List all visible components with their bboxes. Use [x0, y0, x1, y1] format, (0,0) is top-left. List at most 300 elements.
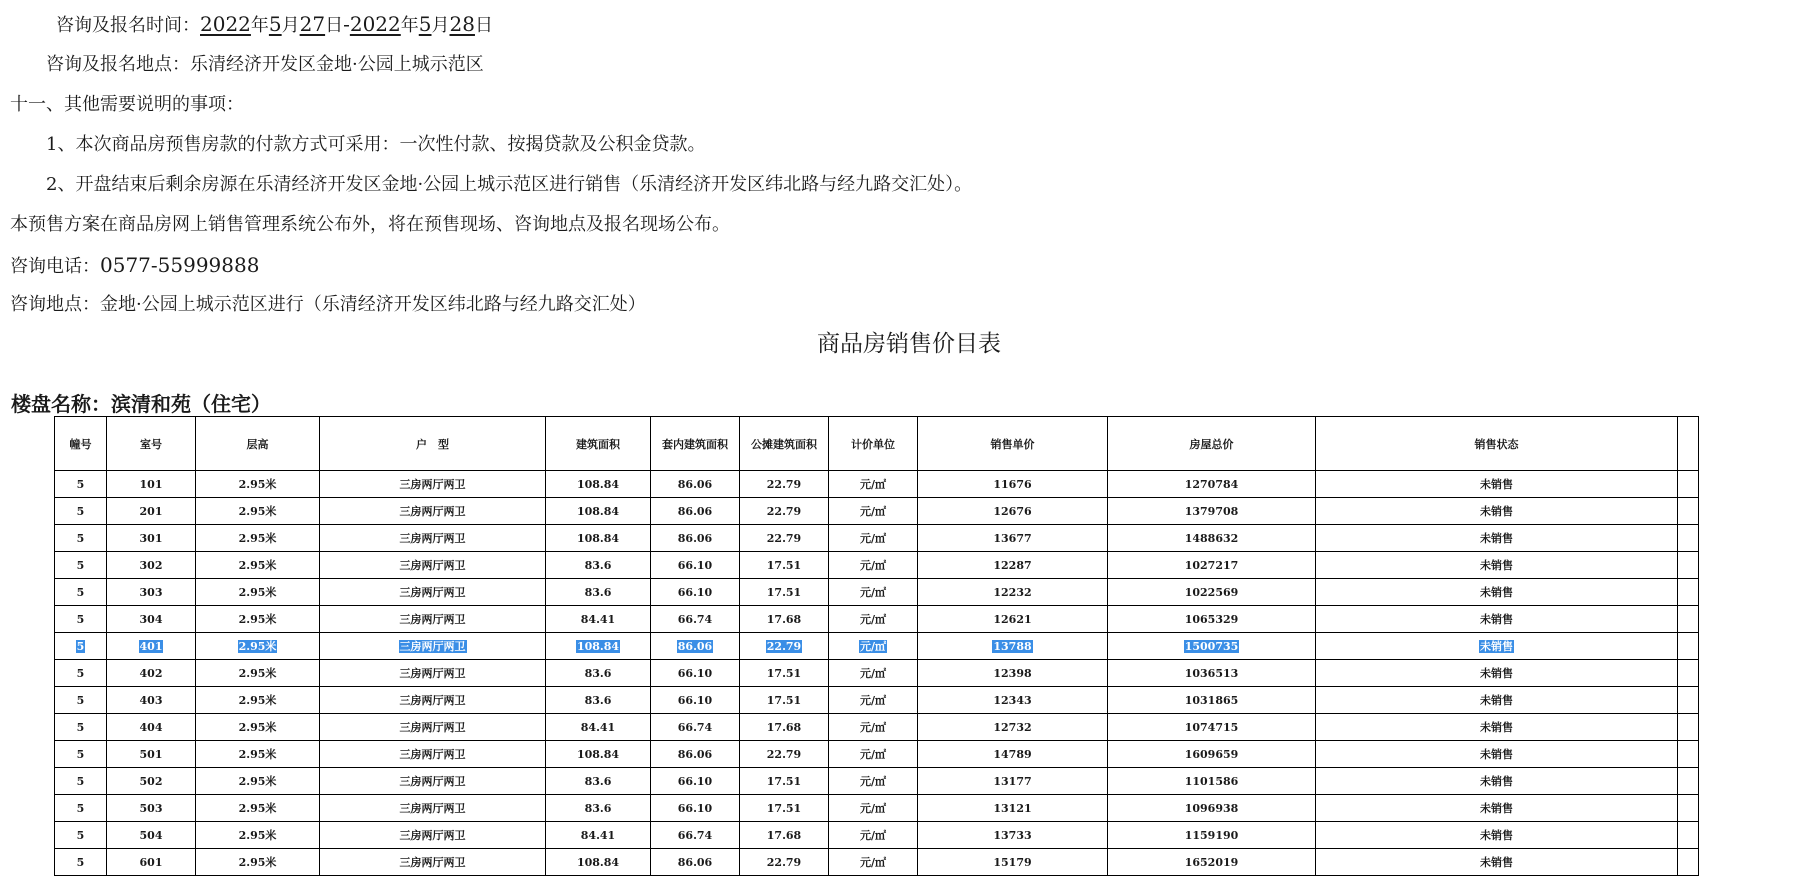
cell-text: 86.06: [677, 504, 713, 518]
cell-total-price: [1108, 579, 1316, 606]
consult-location-line: 咨询及报名地点：乐清经济开发区金地·公园上城示范区: [46, 54, 484, 75]
cell-text: 元/㎡: [859, 586, 887, 599]
cell-building-no: [55, 579, 107, 606]
cell-unit-price: [918, 525, 1108, 552]
cell-shared-area: [740, 606, 829, 633]
cell-text: 三房两厅两卫: [399, 640, 466, 653]
cell-room-no: [107, 606, 196, 633]
cell-price-unit: [829, 579, 918, 606]
table-row[interactable]: [55, 579, 1699, 606]
cell-price-unit: [829, 660, 918, 687]
unit-year: 年: [250, 15, 269, 36]
cell-text: 301: [139, 531, 163, 545]
cell-total-price: [1108, 822, 1316, 849]
cell-text: 5: [76, 585, 85, 599]
cell-text: 元/㎡: [859, 775, 887, 788]
cell-text: 元/㎡: [859, 748, 887, 761]
unit-month: 月: [431, 15, 450, 36]
cell-inner-area: [651, 714, 740, 741]
cell-text: 108.84: [576, 531, 620, 545]
cell-text: 未销售: [1480, 478, 1513, 491]
table-row[interactable]: [55, 714, 1699, 741]
cell-shared-area: [740, 525, 829, 552]
cell-sale-status: [1316, 498, 1678, 525]
cell-unit-price: [918, 633, 1108, 660]
cell-text: 1031865: [1184, 693, 1239, 707]
cell-unit-type: [320, 714, 546, 741]
cell-gross-area: [546, 714, 651, 741]
cell-extra: [1678, 552, 1699, 579]
remaining-sales-item: 2、开盘结束后剩余房源在乐清经济开发区金地·公园上城示范区进行销售（乐清经济开发区纬北路与经九路交汇处）。: [46, 174, 973, 195]
cell-total-price: [1108, 498, 1316, 525]
cell-text: 22.79: [766, 855, 802, 869]
cell-text: 5: [76, 612, 85, 626]
cell-text: 108.84: [576, 477, 620, 491]
cell-unit-price: [918, 606, 1108, 633]
cell-room-no: [107, 795, 196, 822]
cell-gross-area: [546, 768, 651, 795]
cell-text: 5: [76, 666, 85, 680]
cell-text: 1074715: [1184, 720, 1239, 734]
cell-floor-height: [196, 741, 320, 768]
cell-building-no: [55, 471, 107, 498]
cell-text: 未销售: [1480, 775, 1513, 788]
cell-text: 17.51: [766, 585, 802, 599]
cell-shared-area: [740, 768, 829, 795]
cell-extra: [1678, 525, 1699, 552]
cell-shared-area: [740, 552, 829, 579]
cell-room-no: [107, 714, 196, 741]
cell-price-unit: [829, 552, 918, 579]
cell-inner-area: [651, 525, 740, 552]
cell-text: 108.84: [576, 639, 620, 653]
cell-text: 元/㎡: [859, 721, 887, 734]
cell-sale-status: [1316, 552, 1678, 579]
cell-room-no: [107, 471, 196, 498]
cell-room-no: [107, 579, 196, 606]
table-row[interactable]: [55, 822, 1699, 849]
table-row[interactable]: [55, 795, 1699, 822]
cell-text: 2.95米: [238, 721, 277, 734]
cell-building-no: [55, 822, 107, 849]
header-floor-height: 层高: [196, 417, 320, 471]
cell-text: 未销售: [1480, 559, 1513, 572]
cell-price-unit: [829, 741, 918, 768]
cell-shared-area: [740, 687, 829, 714]
cell-gross-area: [546, 633, 651, 660]
table-row[interactable]: [55, 741, 1699, 768]
cell-room-no: [107, 498, 196, 525]
cell-floor-height: [196, 552, 320, 579]
cell-text: 86.06: [677, 477, 713, 491]
cell-gross-area: [546, 471, 651, 498]
cell-text: 三房两厅两卫: [399, 694, 466, 707]
cell-text: 12287: [993, 558, 1032, 572]
cell-text: 2.95米: [238, 856, 277, 869]
cell-total-price: [1108, 633, 1316, 660]
cell-text: 未销售: [1480, 748, 1513, 761]
cell-text: 502: [139, 774, 163, 788]
table-title: 商品房销售价目表: [817, 331, 1001, 357]
cell-room-no: [107, 741, 196, 768]
cell-text: 201: [139, 504, 163, 518]
cell-text: 17.68: [766, 828, 802, 842]
cell-text: 未销售: [1480, 532, 1513, 545]
table-row[interactable]: [55, 471, 1699, 498]
cell-text: 三房两厅两卫: [399, 721, 466, 734]
cell-text: 5: [76, 720, 85, 734]
cell-price-unit: [829, 633, 918, 660]
cell-text: 66.10: [677, 585, 713, 599]
cell-text: 2.95米: [238, 802, 277, 815]
cell-text: 三房两厅两卫: [399, 532, 466, 545]
publish-notice-line: 本预售方案在商品房网上销售管理系统公布外，将在预售现场、咨询地点及报名现场公布。: [10, 214, 730, 235]
cell-text: 108.84: [576, 747, 620, 761]
cell-text: 三房两厅两卫: [399, 802, 466, 815]
cell-unit-type: [320, 579, 546, 606]
cell-unit-type: [320, 633, 546, 660]
cell-floor-height: [196, 579, 320, 606]
cell-floor-height: [196, 633, 320, 660]
table-row[interactable]: [55, 525, 1699, 552]
cell-extra: [1678, 660, 1699, 687]
cell-floor-height: [196, 660, 320, 687]
header-gross-area: 建筑面积: [546, 417, 651, 471]
cell-text: 2.95米: [238, 748, 277, 761]
cell-text: 未销售: [1480, 694, 1513, 707]
cell-text: 86.06: [677, 747, 713, 761]
cell-text: 17.68: [766, 720, 802, 734]
cell-shared-area: [740, 822, 829, 849]
cell-text: 三房两厅两卫: [399, 478, 466, 491]
cell-text: 83.6: [584, 774, 612, 788]
cell-text: 2.95米: [238, 505, 277, 518]
cell-gross-area: [546, 660, 651, 687]
cell-text: 1065329: [1184, 612, 1239, 626]
cell-shared-area: [740, 849, 829, 876]
cell-text: 12343: [993, 693, 1032, 707]
table-body: [55, 471, 1699, 876]
table-row[interactable]: [55, 687, 1699, 714]
cell-unit-type: [320, 795, 546, 822]
cell-building-no: [55, 741, 107, 768]
table-row[interactable]: [55, 768, 1699, 795]
cell-text: 2.95米: [238, 640, 277, 653]
cell-text: 5: [76, 828, 85, 842]
cell-unit-price: [918, 660, 1108, 687]
cell-text: 元/㎡: [859, 856, 887, 869]
cell-text: 83.6: [584, 801, 612, 815]
cell-total-price: [1108, 471, 1316, 498]
cell-inner-area: [651, 660, 740, 687]
cell-room-no: [107, 687, 196, 714]
cell-text: 13121: [993, 801, 1032, 815]
cell-text: 108.84: [576, 855, 620, 869]
cell-text: 元/㎡: [859, 829, 887, 842]
start-year: 2022: [200, 12, 251, 36]
cell-text: 2.95米: [238, 775, 277, 788]
cell-text: 22.79: [766, 477, 802, 491]
cell-text: 2.95米: [238, 532, 277, 545]
table-row[interactable]: [55, 498, 1699, 525]
cell-sale-status: [1316, 579, 1678, 606]
cell-shared-area: [740, 498, 829, 525]
cell-text: 2.95米: [238, 829, 277, 842]
cell-gross-area: [546, 552, 651, 579]
cell-text: 13788: [993, 639, 1032, 653]
cell-inner-area: [651, 579, 740, 606]
cell-text: 1500735: [1184, 639, 1239, 653]
cell-text: 1488632: [1184, 531, 1239, 545]
date-separator: -: [343, 12, 350, 36]
cell-sale-status: [1316, 768, 1678, 795]
cell-building-no: [55, 525, 107, 552]
address-line: 咨询地点：金地·公园上城示范区进行（乐清经济开发区纬北路与经九路交汇处）: [10, 294, 646, 315]
header-unit-price: 销售单价: [918, 417, 1108, 471]
table-row[interactable]: [55, 660, 1699, 687]
cell-text: 1027217: [1184, 558, 1239, 572]
cell-unit-type: [320, 687, 546, 714]
cell-text: 101: [139, 477, 163, 491]
cell-gross-area: [546, 579, 651, 606]
cell-building-no: [55, 606, 107, 633]
cell-text: 403: [139, 693, 163, 707]
cell-text: 5: [76, 504, 85, 518]
cell-text: 22.79: [766, 639, 802, 653]
table-row[interactable]: [55, 849, 1699, 876]
cell-sale-status: [1316, 741, 1678, 768]
cell-total-price: [1108, 606, 1316, 633]
cell-total-price: [1108, 552, 1316, 579]
unit-day: 日: [325, 15, 344, 36]
cell-text: 12398: [993, 666, 1032, 680]
header-extra-column: [1678, 417, 1699, 471]
cell-unit-type: [320, 768, 546, 795]
cell-text: 601: [139, 855, 163, 869]
cell-text: 元/㎡: [859, 613, 887, 626]
cell-text: 503: [139, 801, 163, 815]
cell-sale-status: [1316, 687, 1678, 714]
cell-text: 5: [76, 639, 85, 653]
unit-day: 日: [474, 15, 493, 36]
cell-text: 1270784: [1184, 477, 1239, 491]
cell-text: 三房两厅两卫: [399, 559, 466, 572]
cell-text: 11676: [993, 477, 1032, 491]
cell-floor-height: [196, 471, 320, 498]
cell-extra: [1678, 714, 1699, 741]
table-row[interactable]: [55, 552, 1699, 579]
cell-text: 2.95米: [238, 694, 277, 707]
cell-extra: [1678, 741, 1699, 768]
start-day: 27: [299, 12, 326, 36]
cell-sale-status: [1316, 795, 1678, 822]
cell-text: 83.6: [584, 585, 612, 599]
cell-unit-type: [320, 741, 546, 768]
cell-extra: [1678, 471, 1699, 498]
cell-text: 1379708: [1184, 504, 1239, 518]
cell-inner-area: [651, 552, 740, 579]
cell-extra: [1678, 822, 1699, 849]
cell-total-price: [1108, 660, 1316, 687]
cell-text: 三房两厅两卫: [399, 856, 466, 869]
cell-extra: [1678, 795, 1699, 822]
cell-price-unit: [829, 714, 918, 741]
cell-total-price: [1108, 525, 1316, 552]
cell-text: 17.68: [766, 612, 802, 626]
cell-inner-area: [651, 795, 740, 822]
header-room-no: 室号: [107, 417, 196, 471]
cell-building-no: [55, 552, 107, 579]
cell-floor-height: [196, 822, 320, 849]
cell-sale-status: [1316, 714, 1678, 741]
header-sale-status: 销售状态: [1316, 417, 1678, 471]
consult-time-label: 咨询及报名时间：: [56, 15, 200, 36]
cell-text: 304: [139, 612, 163, 626]
cell-inner-area: [651, 741, 740, 768]
end-year: 2022: [349, 12, 401, 36]
cell-text: 302: [139, 558, 163, 572]
cell-text: 未销售: [1480, 667, 1513, 680]
table-row[interactable]: [55, 633, 1699, 660]
cell-sale-status: [1316, 660, 1678, 687]
cell-unit-type: [320, 660, 546, 687]
cell-text: 2.95米: [238, 478, 277, 491]
header-building-no: 幢号: [55, 417, 107, 471]
cell-text: 12232: [993, 585, 1032, 599]
cell-unit-type: [320, 471, 546, 498]
cell-text: 5: [76, 558, 85, 572]
cell-building-no: [55, 768, 107, 795]
cell-text: 13177: [993, 774, 1032, 788]
cell-total-price: [1108, 741, 1316, 768]
header-unit-type: 户 型: [320, 417, 546, 471]
cell-total-price: [1108, 714, 1316, 741]
cell-text: 84.41: [580, 720, 616, 734]
cell-text: 三房两厅两卫: [399, 829, 466, 842]
cell-text: 86.06: [677, 531, 713, 545]
cell-text: 1096938: [1184, 801, 1239, 815]
cell-extra: [1678, 579, 1699, 606]
cell-text: 元/㎡: [859, 667, 887, 680]
cell-price-unit: [829, 795, 918, 822]
cell-text: 元/㎡: [859, 505, 887, 518]
cell-text: 5: [76, 801, 85, 815]
cell-total-price: [1108, 768, 1316, 795]
header-total-price: 房屋总价: [1108, 417, 1316, 471]
cell-text: 83.6: [584, 558, 612, 572]
cell-sale-status: [1316, 822, 1678, 849]
cell-text: 13733: [993, 828, 1032, 842]
cell-inner-area: [651, 822, 740, 849]
cell-inner-area: [651, 633, 740, 660]
cell-price-unit: [829, 498, 918, 525]
cell-gross-area: [546, 849, 651, 876]
project-name-line: [11, 388, 271, 417]
cell-text: 83.6: [584, 666, 612, 680]
cell-text: 5: [76, 693, 85, 707]
cell-unit-price: [918, 822, 1108, 849]
cell-text: 三房两厅两卫: [399, 748, 466, 761]
cell-text: 1101586: [1184, 774, 1239, 788]
cell-extra: [1678, 498, 1699, 525]
cell-text: 66.10: [677, 558, 713, 572]
cell-price-unit: [829, 768, 918, 795]
consult-time-line: [56, 12, 493, 38]
cell-gross-area: [546, 741, 651, 768]
project-label: 楼盘名称：: [11, 392, 111, 416]
cell-unit-price: [918, 552, 1108, 579]
cell-shared-area: [740, 660, 829, 687]
cell-text: 17.51: [766, 666, 802, 680]
cell-inner-area: [651, 498, 740, 525]
cell-text: 元/㎡: [859, 532, 887, 545]
table-row[interactable]: [55, 606, 1699, 633]
cell-text: 108.84: [576, 504, 620, 518]
cell-text: 402: [139, 666, 163, 680]
phone-line: [10, 253, 259, 279]
cell-text: 17.51: [766, 558, 802, 572]
cell-unit-type: [320, 525, 546, 552]
cell-unit-price: [918, 768, 1108, 795]
cell-text: 303: [139, 585, 163, 599]
cell-gross-area: [546, 606, 651, 633]
cell-text: 未销售: [1480, 802, 1513, 815]
cell-extra: [1678, 633, 1699, 660]
cell-text: 66.10: [677, 693, 713, 707]
cell-text: 未销售: [1480, 586, 1513, 599]
cell-sale-status: [1316, 606, 1678, 633]
cell-text: 66.10: [677, 666, 713, 680]
cell-inner-area: [651, 768, 740, 795]
cell-inner-area: [651, 606, 740, 633]
cell-shared-area: [740, 795, 829, 822]
cell-text: 404: [139, 720, 163, 734]
cell-sale-status: [1316, 525, 1678, 552]
cell-text: 17.51: [766, 693, 802, 707]
cell-extra: [1678, 849, 1699, 876]
cell-room-no: [107, 633, 196, 660]
cell-text: 12621: [993, 612, 1032, 626]
cell-text: 504: [139, 828, 163, 842]
cell-text: 13677: [993, 531, 1032, 545]
cell-floor-height: [196, 498, 320, 525]
cell-text: 元/㎡: [859, 478, 887, 491]
cell-text: 84.41: [580, 828, 616, 842]
cell-text: 401: [139, 639, 163, 653]
cell-text: 元/㎡: [859, 640, 887, 653]
cell-text: 三房两厅两卫: [399, 613, 466, 626]
cell-sale-status: [1316, 471, 1678, 498]
cell-text: 2.95米: [238, 586, 277, 599]
cell-floor-height: [196, 525, 320, 552]
cell-text: 83.6: [584, 693, 612, 707]
cell-total-price: [1108, 849, 1316, 876]
cell-text: 17.51: [766, 801, 802, 815]
cell-text: 66.10: [677, 774, 713, 788]
cell-unit-price: [918, 741, 1108, 768]
cell-total-price: [1108, 795, 1316, 822]
cell-text: 元/㎡: [859, 694, 887, 707]
phone-number: 0577-55999888: [100, 253, 260, 277]
cell-price-unit: [829, 525, 918, 552]
cell-text: 66.74: [677, 612, 713, 626]
cell-building-no: [55, 795, 107, 822]
cell-text: 84.41: [580, 612, 616, 626]
cell-text: 三房两厅两卫: [399, 586, 466, 599]
cell-room-no: [107, 660, 196, 687]
cell-text: 未销售: [1480, 613, 1513, 626]
cell-text: 17.51: [766, 774, 802, 788]
